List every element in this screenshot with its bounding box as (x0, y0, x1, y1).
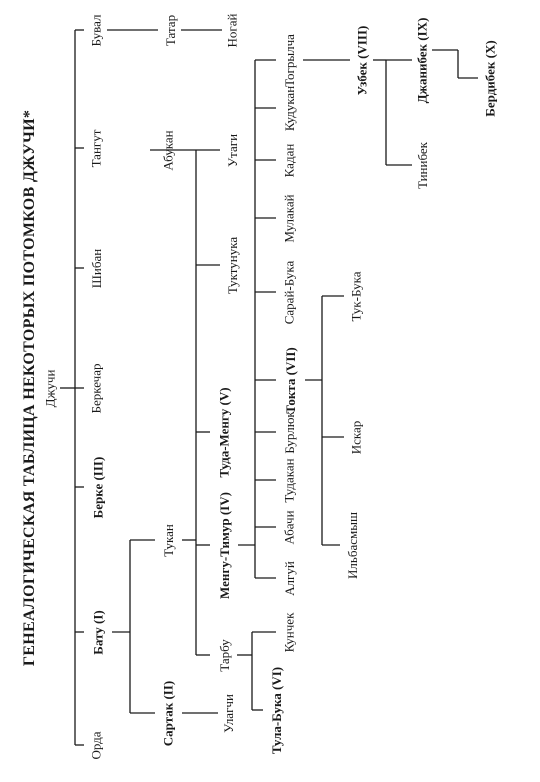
name-kudukan: Кудукан (281, 85, 297, 131)
name-juchi: Джучи (42, 369, 58, 407)
name-ulagchi: Улагчи (220, 693, 236, 733)
name-tokta: Токта (VII) (282, 346, 298, 414)
name-janibek: Джанибек (IX) (414, 17, 430, 103)
name-togrylcha: Тогрылча (281, 33, 297, 87)
diagram-title: ГЕНЕАЛОГИЧЕСКАЯ ТАБЛИЦА НЕКОТОРЫХ ПОТОМКОВ ДЖУЧИ* (21, 109, 39, 667)
name-orda: Орда (88, 730, 104, 760)
name-kadan: Кадан (281, 143, 297, 177)
name-tudakan: Тудакан (281, 457, 297, 503)
name-tuktunuka: Туктунука (224, 236, 240, 294)
name-tangut: Тангут (88, 129, 104, 167)
name-tuda-mengu: Туда-Менгу (V) (216, 386, 232, 478)
name-birdibek: Бердибек (X) (482, 39, 498, 117)
name-berke: Берке (III) (90, 456, 106, 518)
name-uzbek: Узбек (VIII) (354, 25, 370, 95)
name-buval: Бувал (88, 14, 104, 46)
name-sartak: Сартак (II) (160, 680, 176, 746)
name-abachi: Абачи (281, 509, 297, 545)
name-berkechar: Беркечар (88, 363, 104, 413)
name-mulakai: Мулакай (281, 193, 297, 243)
name-mengu-timur: Менгу-Тимур (IV) (216, 491, 232, 599)
name-iskar: Искар (348, 420, 364, 454)
name-tarbu: Тарбу (216, 638, 232, 672)
name-tinibek: Тинибек (414, 141, 430, 189)
name-ilbasmysh: Ильбасмыш (344, 511, 360, 579)
name-utagi: Утаги (224, 133, 240, 167)
name-burluk: Бурлюк (281, 410, 297, 454)
name-tatar: Татар (162, 14, 178, 46)
name-algui: Алгуй (281, 560, 297, 596)
name-kunchek: Кунчек (281, 612, 297, 652)
name-sarai-buka: Сарай-Бука (281, 260, 297, 324)
name-nogai: Ногай (224, 13, 240, 47)
name-tuk-buka: Тук-Бука (348, 271, 364, 321)
name-tula-buka: Тула-Бука (VI) (268, 666, 284, 754)
name-shiban: Шибан (88, 248, 104, 288)
name-tukan: Тукан (160, 523, 176, 557)
name-batu: Бату (I) (90, 609, 106, 655)
name-abukan: Абукан (160, 129, 176, 171)
